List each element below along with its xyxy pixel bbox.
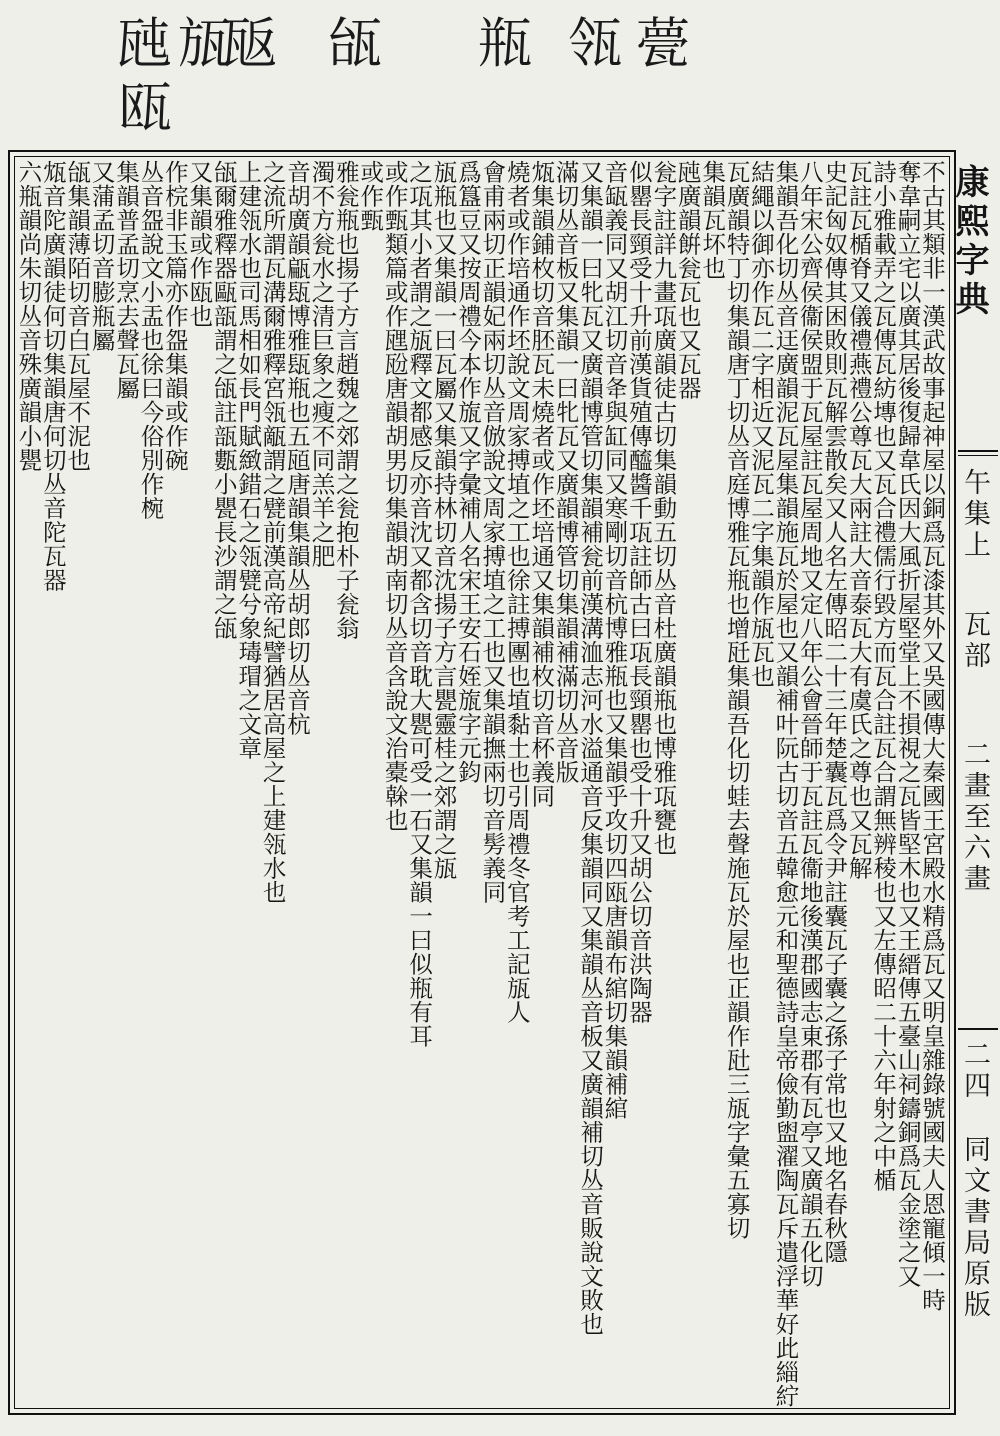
text-column: 音缻義同又胡江切音夅與缸同又寒剛切音杭博雅瓶也又集韻乎攻切四瓯唐韻布綰切集韻補綰 [600, 160, 629, 1120]
radical-label: 瓦部 [959, 610, 990, 672]
text-column: 集韻瓦坏也 [698, 160, 727, 280]
text-column: 作梡非玉篇亦作盌集韻或作碗 [160, 160, 189, 472]
text-column: 瓮字註詳九畫瓨廣韻徒古切集韻動五切丛音杜廣韻瓶也博雅瓨甕也 [649, 160, 678, 856]
text-column: 濁不方瓮水之清巨象之瘦不同羔羊之肥 [307, 160, 336, 568]
text-column: 八年宋公齊侯衞侯盟于瓦屋註瓦屋周地又定八年公會晉師于瓦註瓦衞地後漢郡國志東郡有瓦亭又廣韻五化切 [795, 160, 824, 1288]
text-column: 不古其類非一漢武故事起神屋以銅爲瓦漆其外又吳國傳大秦國王宮殿水精爲瓦又明皇雜錄號國夫人恩寵傾一時 [917, 160, 946, 1312]
text-column: 滿切丛音板又集韻一曰牝瓦又廣韻博管切集韻補滿切丛音版 [551, 160, 580, 784]
text-column: 六瓶韻尚朱切丛音殊廣韻小甖 [14, 160, 43, 472]
seal-character-2: 瓴 [568, 12, 622, 75]
text-column: 或作甄 [356, 160, 385, 232]
seal-character-3: 瓶 [478, 12, 532, 75]
side-rule-bottom [958, 1028, 998, 1030]
seal-character-8: 瓯 [118, 76, 172, 139]
text-column: 之流所謂瓦溝爾雅釋宮瓴甋謂之甓前漢高帝紀譬猶居高屋之上建瓴水也 [258, 160, 287, 904]
text-column: 上建瓴水也司馬相如長門賦緻錯石之瓴甓兮象瑇瑁之文章 [234, 160, 263, 760]
text-column: 集韻吾化切丛音迋廣韻泥瓦屋集韻施瓦於屋也又韻補叶阮古切音五韓愈元和聖德詩皇帝儉勤盥濯陶瓦斥遣浮華好此緇紵 [771, 160, 800, 1408]
text-column: 瓭集韻鋪枚切音胚瓦未燒者或作坯培通又集韻補枚切音杯義同 [527, 160, 556, 808]
text-column: 瓭音陀廣韻徒何切集韻唐何切丛音陀瓦器 [38, 160, 67, 592]
text-column: 集韻普孟切烹去聲瓦屬 [112, 160, 141, 400]
text-column: 又集韻一曰牝瓦又廣韻博管切集韻補瓮前漢溝洫志河水溢通音反集韻同又集韻丛音板又廣韻補切丛音販說文敗也 [576, 160, 605, 1336]
text-column: 奪韋嗣立宅以廣其居後復歸韋氏因大風折屋堅堂上不損視之瓦皆堅木也又王縉傳五臺山祠鑄銅爲瓦金塗之又 [893, 160, 922, 1288]
text-column: 又集韻或作瓯也 [185, 160, 214, 328]
page-side-margin [949, 150, 1000, 1415]
seal-character-1: 甍 [636, 12, 690, 75]
text-column: 瓦廣韻特丁切集韻唐丁切丛音庭博雅瓦瓶也增瓩集韻吾化切蛙去聲施瓦於屋也正韻作瓧三瓬字彙五寡切 [722, 160, 751, 1240]
stroke-range-label: 二畫至六畫 [959, 740, 990, 895]
text-column: 瓬瓶也又集韻一曰瓦屬又集韻持林切音沈揚子方言甖靈桂之郊謂之瓬 [429, 160, 458, 880]
text-column: 詩小雅載弄之瓦傳瓦紡塼也又瓦合禮儒行毀方而瓦合註瓦合謂無辨稜也又左傳昭二十六年射之中楯 [869, 160, 898, 1192]
publisher-label: 同文書局原版 [959, 1135, 990, 1321]
side-rule-top-thin [958, 455, 998, 456]
seal-script-header [0, 0, 1000, 150]
side-rule-top [958, 450, 998, 452]
page-number: 二四 [959, 1040, 990, 1102]
text-column: 會甫兩切正韻妃兩切丛音倣說文周家搏埴之工也又集韻撫兩切音髣義同 [478, 160, 507, 904]
text-column: 爲簋豆又按周禮今本作旊又字彙補人名宋王安石姪旊字元鈞 [453, 160, 482, 784]
text-column: 瓵集韻薄陌切音白瓦屋不泥也 [63, 160, 92, 472]
text-column: 又蒲孟切音膨瓶屬 [87, 160, 116, 352]
main-text-frame [8, 150, 956, 1415]
seal-character-6: 瓬 [178, 12, 232, 75]
text-column: 瓲廣韻餠瓮瓦也又瓦器 [673, 160, 702, 400]
seal-character-5: 瓪 [223, 12, 277, 75]
book-title: 康熙字典 [949, 164, 989, 320]
seal-character-4: 瓵 [328, 12, 382, 75]
text-column: 瓵爾雅釋器甌瓿謂之瓵註瓿甊小甖長沙謂之瓵 [209, 160, 238, 640]
text-column: 史記匈奴傳其困敗則瓦解雲散矣又人名左傳昭二十三年楚囊瓦爲令尹註囊瓦子囊之孫子常也又地名春秋隱 [820, 160, 849, 1264]
text-column: 之瓨其小者謂之瓬釋文都感反亦音沈又都含切音耽大甖可受一石又集韻一曰似瓶有耳 [405, 160, 434, 1048]
collection-label: 午集上 [959, 468, 990, 561]
text-column: 或作甄類篇或作瓼瓰唐韻胡男切集韻胡南切丛音含說文治橐榦也 [380, 160, 409, 832]
text-column: 結繩以御亦作瓦二字相近又泥瓦二字集韻作瓬瓦也 [747, 160, 776, 688]
text-column: 雅瓮瓶也揚子方言趙魏之郊謂之瓮抱朴子瓮翁 [331, 160, 360, 640]
text-column: 瓦註瓦楯脊又儀禮燕禮公尊瓦大兩註大音泰瓦大有虞氏之尊也又瓦解 [844, 160, 873, 880]
text-column: 燒者或作培通作坯說文周家搏埴之工也徐註搏團也埴黏土也引周禮冬官考工記瓬人 [502, 160, 531, 1024]
text-column: 丛音盌說文小盂也徐曰今俗別作椀 [136, 160, 165, 520]
seal-character-7: 瓲 [118, 12, 172, 75]
text-column: 似罌長頸受十升前漢貨殖傳醯醬千瓨註師古曰瓨長頸罌也受十升又胡公切音洪陶器 [624, 160, 653, 1024]
text-column: 音胡廣韻甂瓺博雅瓺瓶也五瓸唐韻集韻丛胡郎切丛音杭 [283, 160, 312, 736]
